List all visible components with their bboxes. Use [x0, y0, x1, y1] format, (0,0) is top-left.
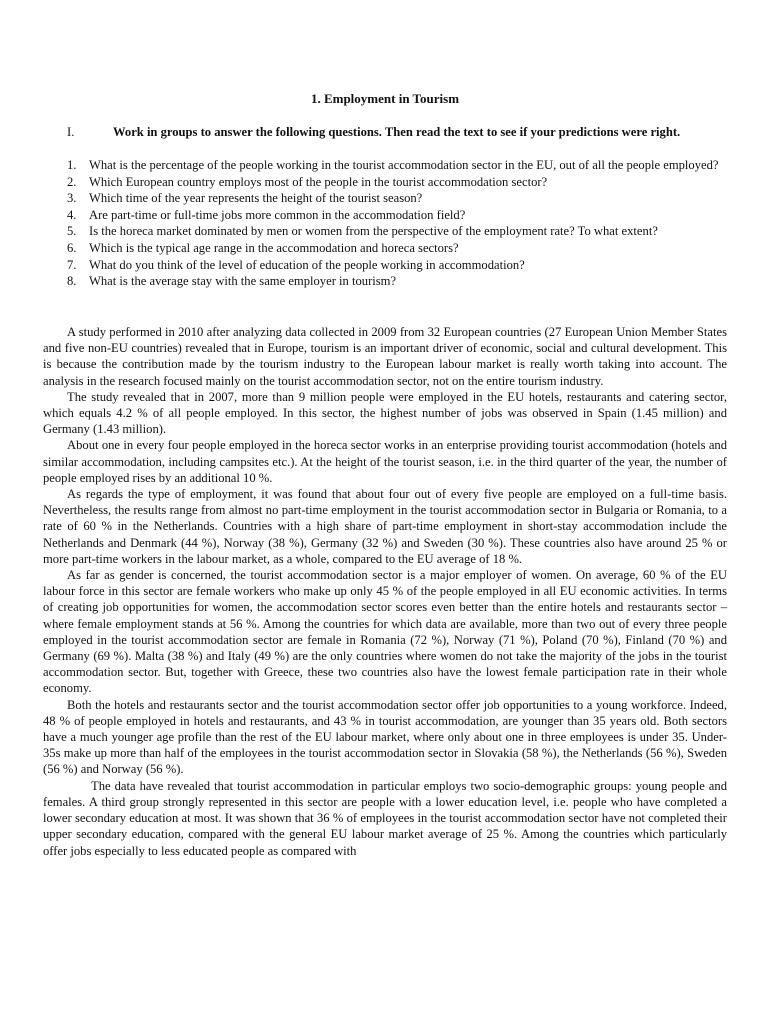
document-page [43, 0, 727, 1024]
question-item [43, 190, 727, 206]
task-instruction [43, 124, 727, 140]
question-number: 4. [67, 207, 77, 222]
question-number: 1. [67, 158, 77, 172]
question-item [43, 223, 727, 239]
paragraph: A study performed in 2010 after analyzing data collected in 2009 from 32 European countries (27 European Union Member States and five non-EU countries) revealed that in Europe, tourism is an important driver of economic, social and cultural development. This is because the contribution made by the tourism industry to the European labour market is really worth taking into account. The analysis in the research focused mainly on the tourist accommodation sector, not on the entire tourism industry. [43, 325, 727, 388]
question-text: What do you think of the level of education of the people working in accommodation? [89, 257, 525, 272]
question-list [43, 157, 727, 290]
question-number: 6. [67, 240, 77, 255]
question-text: Is the horeca market dominated by men or women from the perspective of the employment rate? To what extent? [89, 224, 658, 239]
paragraph: The study revealed that in 2007, more than 9 million people were employed in the EU hotels, restaurants and catering sector, which equals 4.2 % of all people employed. In this sector, the highest number of jobs was observed in Spain (1.45 million) and Germany (1.43 million). [43, 389, 727, 437]
question-item [43, 257, 727, 273]
question-item [43, 174, 727, 190]
reading-text [43, 324, 727, 859]
question-text: Are part-time or full-time jobs more common in the accommodation field? [89, 207, 466, 222]
question-text: Which time of the year represents the height of the tourist season? [89, 191, 423, 206]
question-item [43, 157, 727, 173]
question-text: Which is the typical age range in the accommodation and horeca sectors? [89, 240, 459, 255]
question-text: What is the percentage of the people working in the tourist accommodation sector in the EU, out of all the people employed? [89, 158, 719, 172]
question-number: 8. [67, 274, 77, 289]
question-text: Which European country employs most of the people in the tourist accommodation sector? [89, 174, 548, 189]
paragraph: As far as gender is concerned, the tourist accommodation sector is a major employer of women. On average, 60 % of the EU labour force in this sector are female workers who make up only 45 % of the people employed in all EU economic activities. In terms of creating job opportunities for women, the accommodation sector scores even better than the entire hotels and restaurants sector – where female employment stands at 56 %. Among the countries for which data are available, more than two out of every three people employed in the tourist accommodation sector are female in Romania (72 %), Norway (71 %), Poland (70 %), Finland (70 %) and Germany (69 %). Malta (38 %) and Italy (49 %) are the only countries where women do not take the majority of the jobs in the tourist accommodation sector. But, together with Greece, these two countries also have the lowest female participation rate in their whole economy. [43, 568, 727, 696]
question-number: 5. [67, 224, 77, 239]
paragraph: About one in every four people employed in the horeca sector works in an enterprise providing tourist accommodation (hotels and similar accommodation, including campsites etc.). At the height of the tourist season, i.e. in the third quarter of the year, the number of people employed rises by an additional 10 %. [43, 438, 727, 485]
question-number: 7. [67, 257, 77, 272]
paragraph: Both the hotels and restaurants sector and the tourist accommodation sector offer job opportunities to a young workforce. Indeed, 48 % of people employed in hotels and restaurants, and 43 % in tourist accommodation, are younger than 35 years old. Both sectors have a much younger age profile than the rest of the EU labour market, where only about one in three employees is under 35. Under-35s make up more than half of the employees in the tourist accommodation sector in Slovakia (58 %), the Netherlands (56 %), Sweden (56 %) and Norway (56 %). [43, 697, 727, 777]
question-number: 3. [67, 191, 77, 206]
document-title: 1. Employment in Tourism [310, 91, 460, 106]
task-number: I. [67, 125, 75, 139]
paragraph: The data have revealed that tourist accommodation in particular employs two socio-demographic groups: young people and females. A third group strongly represented in this sector are people with a lower education level, i.e. people who have completed a lower secondary education at most. It was shown that 36 % of employees in the tourist accommodation sector have not completed their upper secondary education, compared with the general EU labour market average of 25 %. Among the countries which particularly offer jobs especially to less educated people as compared with [43, 778, 727, 858]
question-text: What is the average stay with the same employer in tourism? [89, 274, 397, 289]
task-text: Work in groups to answer the following questions. Then read the text to see if your predictions were right. [113, 125, 681, 139]
paragraph: As regards the type of employment, it was found that about four out of every five people are employed on a full-time basis. Nevertheless, the results range from almost no part-time employment in the tourist accommodation sector in Bulgaria or Romania, to a rate of 60 % in the Netherlands. Countries with a high share of part-time employment in short-stay accommodation include the Netherlands and Denmark (44 %), Norway (38 %), Germany (32 %) and Sweden (30 %). These countries also have around 25 % or more part-time workers in the labour market, as a whole, compared to the EU average of 18 %. [43, 487, 727, 566]
question-number: 2. [67, 174, 77, 189]
question-item [43, 207, 727, 223]
question-item [43, 240, 727, 256]
question-item [43, 273, 727, 289]
